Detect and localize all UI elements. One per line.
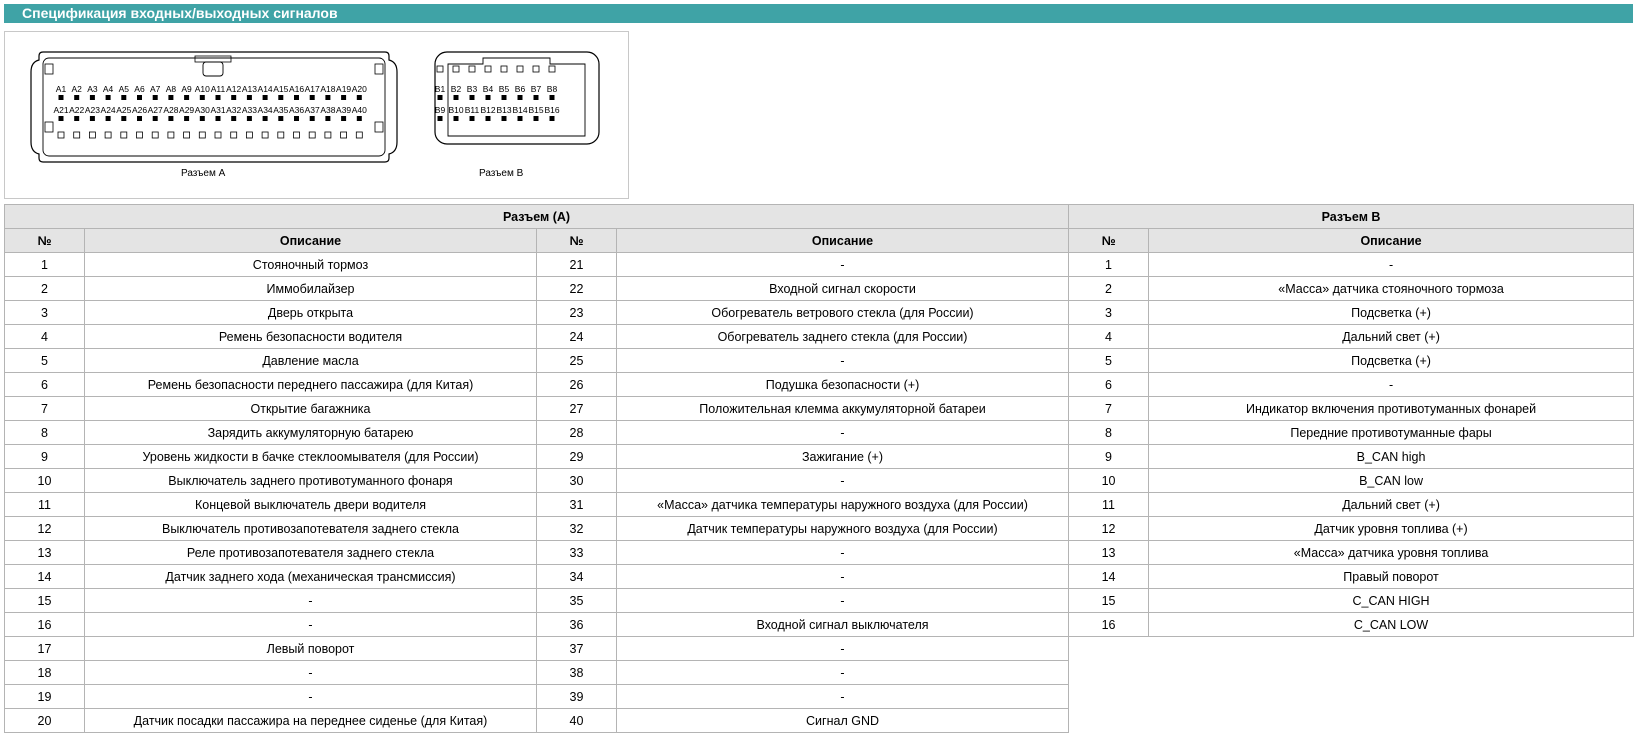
a-pin-number: 9 — [5, 445, 85, 469]
table-row — [5, 253, 1634, 277]
pin-label: B2 — [450, 84, 462, 94]
a-pin-number: 25 — [537, 349, 617, 373]
table-row — [5, 493, 1634, 517]
a-pin-number: 1 — [5, 253, 85, 277]
b-pin-description: «Масса» датчика стояночного тормоза — [1149, 277, 1634, 301]
empty-cell — [1069, 637, 1634, 733]
pin-label: A39 — [336, 105, 352, 115]
col-header-no: № — [5, 229, 85, 253]
pin-contact — [454, 116, 459, 121]
pin-label: B5 — [498, 84, 510, 94]
b-pin-number: 16 — [1069, 613, 1149, 637]
connector-key — [341, 132, 347, 138]
connector-key — [184, 132, 190, 138]
group-header-a: Разъем (A) — [5, 205, 1069, 229]
a-pin-number: 14 — [5, 565, 85, 589]
a-pin-number: 33 — [537, 541, 617, 565]
a-pin-number: 3 — [5, 301, 85, 325]
b-pin-number: 4 — [1069, 325, 1149, 349]
pin-label: A36 — [288, 105, 305, 115]
pin-contact — [550, 95, 555, 100]
connector-key — [121, 132, 127, 138]
connector-a-caption: Разъем A — [181, 168, 226, 179]
table-row — [5, 445, 1634, 469]
a-pin-description: Ремень безопасности переднего пассажира (для Китая) — [85, 373, 537, 397]
b-pin-description: - — [1149, 253, 1634, 277]
pin-contact — [168, 95, 173, 100]
pin-contact — [137, 116, 142, 121]
pin-label: A24 — [100, 105, 116, 115]
pin-contact — [184, 116, 189, 121]
pin-label: A2 — [71, 84, 82, 94]
b-pin-description: Подсветка (+) — [1149, 301, 1634, 325]
pin-label: A25 — [116, 105, 132, 115]
table-row — [5, 397, 1634, 421]
connector-b-caption: Разъем B — [479, 168, 524, 179]
table-row — [5, 373, 1634, 397]
a-pin-number: 27 — [537, 397, 617, 421]
pin-contact — [168, 116, 173, 121]
b-pin-number: 6 — [1069, 373, 1149, 397]
pin-contact — [470, 95, 475, 100]
connector-key — [246, 132, 252, 138]
pin-contact — [454, 95, 459, 100]
a-pin-description: - — [85, 589, 537, 613]
a-pin-number: 12 — [5, 517, 85, 541]
b-pin-description: Передние противотуманные фары — [1149, 421, 1634, 445]
pin-contact — [357, 116, 362, 121]
pin-label: B4 — [482, 84, 494, 94]
pin-label: A22 — [69, 105, 85, 115]
pin-contact — [470, 116, 475, 121]
pin-label: A23 — [84, 105, 100, 115]
pin-contact — [121, 116, 126, 121]
pin-label: A29 — [179, 105, 195, 115]
pin-contact — [184, 95, 189, 100]
pin-label: B14 — [512, 105, 528, 115]
a-pin-number: 10 — [5, 469, 85, 493]
pin-label: A1 — [55, 84, 67, 94]
b-pin-number: 15 — [1069, 589, 1149, 613]
pin-label: A27 — [147, 105, 163, 115]
a-pin-description: Входной сигнал выключателя — [617, 613, 1069, 637]
connector-key — [278, 132, 284, 138]
pin-label: A8 — [165, 84, 177, 94]
connector-key — [199, 132, 205, 138]
b-pin-number: 9 — [1069, 445, 1149, 469]
pin-label: A40 — [351, 105, 367, 115]
a-pin-description: - — [617, 421, 1069, 445]
pin-contact — [74, 95, 79, 100]
pin-contact — [263, 95, 268, 100]
pin-label: A20 — [351, 84, 367, 94]
connector-key — [325, 132, 331, 138]
b-pin-description: C_CAN HIGH — [1149, 589, 1634, 613]
signal-spec-table — [4, 204, 1634, 733]
connector-key — [168, 132, 174, 138]
pin-label: A19 — [336, 84, 352, 94]
a-pin-description: - — [85, 613, 537, 637]
b-pin-number: 10 — [1069, 469, 1149, 493]
a-pin-description: Зажигание (+) — [617, 445, 1069, 469]
b-pin-description: - — [1149, 373, 1634, 397]
pin-contact — [341, 116, 346, 121]
pin-label: B3 — [466, 84, 478, 94]
pin-label: B8 — [546, 84, 558, 94]
pin-label: B16 — [544, 105, 560, 115]
section-title: Спецификация входных/выходных сигналов — [4, 4, 1633, 23]
pin-label: A30 — [194, 105, 210, 115]
pin-contact — [121, 95, 126, 100]
table-row — [5, 517, 1634, 541]
pin-contact — [106, 116, 111, 121]
pin-contact — [231, 116, 236, 121]
a-pin-description: Датчик посадки пассажира на переднее сиденье (для Китая) — [85, 709, 537, 733]
a-pin-number: 8 — [5, 421, 85, 445]
a-pin-number: 39 — [537, 685, 617, 709]
pin-label: A13 — [241, 84, 257, 94]
b-pin-description: Дальний свет (+) — [1149, 493, 1634, 517]
a-pin-number: 20 — [5, 709, 85, 733]
pin-contact — [310, 116, 315, 121]
b-pin-number: 7 — [1069, 397, 1149, 421]
connector-key — [58, 132, 64, 138]
connector-key — [533, 66, 539, 72]
a-pin-number: 38 — [537, 661, 617, 685]
pin-contact — [247, 95, 252, 100]
a-pin-number: 23 — [537, 301, 617, 325]
pin-label: A18 — [320, 84, 336, 94]
pin-label: B13 — [496, 105, 512, 115]
b-pin-number: 5 — [1069, 349, 1149, 373]
b-pin-number: 2 — [1069, 277, 1149, 301]
a-pin-number: 16 — [5, 613, 85, 637]
connector-drawing — [5, 32, 628, 198]
pin-contact — [357, 95, 362, 100]
a-pin-description: Обогреватель ветрового стекла (для России) — [617, 301, 1069, 325]
table-row — [5, 325, 1634, 349]
a-pin-description: Подушка безопасности (+) — [617, 373, 1069, 397]
pin-contact — [74, 116, 79, 121]
pin-contact — [438, 116, 443, 121]
a-pin-number: 31 — [537, 493, 617, 517]
b-pin-number: 11 — [1069, 493, 1149, 517]
pin-label: B7 — [530, 84, 542, 94]
b-pin-number: 8 — [1069, 421, 1149, 445]
pin-contact — [278, 116, 283, 121]
a-pin-number: 36 — [537, 613, 617, 637]
a-pin-description: Ремень безопасности водителя — [85, 325, 537, 349]
connector-key — [309, 132, 315, 138]
a-pin-description: Концевой выключатель двери водителя — [85, 493, 537, 517]
pin-contact — [518, 116, 523, 121]
a-pin-number: 30 — [537, 469, 617, 493]
pin-label: B1 — [434, 84, 446, 94]
pin-contact — [153, 95, 158, 100]
a-pin-description: Стояночный тормоз — [85, 253, 537, 277]
col-header-desc: Описание — [1149, 229, 1634, 253]
a-pin-number: 19 — [5, 685, 85, 709]
pin-contact — [438, 95, 443, 100]
pin-label: B15 — [528, 105, 544, 115]
pin-contact — [200, 95, 205, 100]
pin-contact — [486, 116, 491, 121]
a-pin-number: 26 — [537, 373, 617, 397]
pin-contact — [534, 116, 539, 121]
table-row — [5, 541, 1634, 565]
connector-key — [469, 66, 475, 72]
b-pin-number: 3 — [1069, 301, 1149, 325]
pin-label: B12 — [480, 105, 496, 115]
connector-key — [137, 132, 143, 138]
a-pin-description: - — [617, 661, 1069, 685]
a-pin-description: - — [617, 565, 1069, 589]
pin-label: A10 — [194, 84, 210, 94]
table-row — [5, 637, 1634, 661]
pin-contact — [518, 95, 523, 100]
a-pin-description: - — [617, 349, 1069, 373]
pin-label: A11 — [210, 84, 226, 94]
a-pin-number: 32 — [537, 517, 617, 541]
a-pin-description: Давление масла — [85, 349, 537, 373]
a-pin-description: - — [617, 637, 1069, 661]
a-pin-number: 18 — [5, 661, 85, 685]
a-pin-description: - — [617, 589, 1069, 613]
a-pin-number: 15 — [5, 589, 85, 613]
pin-label: A7 — [149, 84, 161, 94]
a-pin-number: 4 — [5, 325, 85, 349]
pin-contact — [534, 95, 539, 100]
b-pin-description: Правый поворот — [1149, 565, 1634, 589]
pin-label: A16 — [288, 84, 305, 94]
table-row — [5, 301, 1634, 325]
a-pin-description: Иммобилайзер — [85, 277, 537, 301]
table-row — [5, 613, 1634, 637]
pin-contact — [200, 116, 205, 121]
b-pin-description: Индикатор включения противотуманных фонарей — [1149, 397, 1634, 421]
b-pin-description: Датчик уровня топлива (+) — [1149, 517, 1634, 541]
a-pin-number: 24 — [537, 325, 617, 349]
b-pin-number: 14 — [1069, 565, 1149, 589]
pin-contact — [278, 95, 283, 100]
pin-contact — [247, 116, 252, 121]
pin-contact — [90, 95, 95, 100]
a-pin-number: 37 — [537, 637, 617, 661]
a-pin-description: Датчик заднего хода (механическая трансмиссия) — [85, 565, 537, 589]
connector-key — [215, 132, 221, 138]
table-row — [5, 349, 1634, 373]
a-pin-description: Открытие багажника — [85, 397, 537, 421]
a-pin-number: 22 — [537, 277, 617, 301]
pin-label: A17 — [304, 84, 320, 94]
table-row — [5, 565, 1634, 589]
table-row — [5, 469, 1634, 493]
a-pin-number: 2 — [5, 277, 85, 301]
a-pin-description: - — [617, 253, 1069, 277]
connector-key — [485, 66, 491, 72]
pin-label: B6 — [514, 84, 526, 94]
connector-key — [89, 132, 95, 138]
connector-key — [517, 66, 523, 72]
pin-label: A4 — [102, 84, 114, 94]
pin-contact — [325, 95, 330, 100]
col-header-desc: Описание — [85, 229, 537, 253]
connector-key — [294, 132, 300, 138]
pin-label: A34 — [257, 105, 273, 115]
a-pin-description: Положительная клемма аккумуляторной батареи — [617, 397, 1069, 421]
connector-key — [549, 66, 555, 72]
pin-label: A6 — [134, 84, 145, 94]
a-pin-description: Выключатель противозапотевателя заднего стекла — [85, 517, 537, 541]
pin-label: A37 — [304, 105, 320, 115]
pin-contact — [486, 95, 491, 100]
connector-key — [262, 132, 268, 138]
pin-label: A26 — [131, 105, 148, 115]
pin-contact — [325, 116, 330, 121]
col-header-desc: Описание — [617, 229, 1069, 253]
connector-key — [231, 132, 237, 138]
a-pin-description: - — [85, 661, 537, 685]
b-pin-number: 12 — [1069, 517, 1149, 541]
table-row — [5, 589, 1634, 613]
pin-label: A3 — [87, 84, 98, 94]
connector-key — [74, 132, 80, 138]
pin-label: A9 — [181, 84, 192, 94]
connector-key — [152, 132, 158, 138]
pin-contact — [59, 116, 64, 121]
col-header-no: № — [537, 229, 617, 253]
a-pin-number: 5 — [5, 349, 85, 373]
a-pin-description: Обогреватель заднего стекла (для России) — [617, 325, 1069, 349]
b-pin-description: B_CAN low — [1149, 469, 1634, 493]
a-pin-description: Сигнал GND — [617, 709, 1069, 733]
b-pin-description: «Масса» датчика уровня топлива — [1149, 541, 1634, 565]
pin-contact — [294, 95, 299, 100]
a-pin-number: 21 — [537, 253, 617, 277]
a-pin-description: «Масса» датчика температуры наружного воздуха (для России) — [617, 493, 1069, 517]
pin-label: A5 — [118, 84, 129, 94]
connector-key — [105, 132, 111, 138]
group-header-b: Разъем B — [1069, 205, 1634, 229]
col-header-no: № — [1069, 229, 1149, 253]
a-pin-description: Дверь открыта — [85, 301, 537, 325]
pin-contact — [294, 116, 299, 121]
connector-diagram — [4, 31, 629, 199]
connector-key — [356, 132, 362, 138]
a-pin-number: 28 — [537, 421, 617, 445]
table-row — [5, 421, 1634, 445]
pin-contact — [216, 95, 221, 100]
pin-label: A14 — [257, 84, 273, 94]
connector-key — [453, 66, 459, 72]
a-pin-number: 40 — [537, 709, 617, 733]
pin-contact — [310, 95, 315, 100]
a-pin-description: Зарядить аккумуляторную батарею — [85, 421, 537, 445]
pin-label: A21 — [53, 105, 69, 115]
b-pin-description: Дальний свет (+) — [1149, 325, 1634, 349]
pin-label: B11 — [464, 105, 480, 115]
pin-label: A15 — [273, 84, 289, 94]
a-pin-description: Датчик температуры наружного воздуха (для России) — [617, 517, 1069, 541]
b-pin-number: 1 — [1069, 253, 1149, 277]
pin-contact — [137, 95, 142, 100]
a-pin-description: - — [617, 685, 1069, 709]
b-pin-description: C_CAN LOW — [1149, 613, 1634, 637]
pin-contact — [59, 95, 64, 100]
b-pin-description: B_CAN high — [1149, 445, 1634, 469]
a-pin-number: 29 — [537, 445, 617, 469]
pin-contact — [502, 95, 507, 100]
pin-label: A12 — [226, 84, 242, 94]
b-pin-description: Подсветка (+) — [1149, 349, 1634, 373]
a-pin-description: Входной сигнал скорости — [617, 277, 1069, 301]
pin-label: B10 — [448, 105, 464, 115]
pin-label: A31 — [210, 105, 226, 115]
pin-contact — [153, 116, 158, 121]
pin-contact — [502, 116, 507, 121]
pin-label: B9 — [434, 105, 446, 115]
a-pin-number: 35 — [537, 589, 617, 613]
pin-contact — [216, 116, 221, 121]
a-pin-number: 11 — [5, 493, 85, 517]
pin-label: A33 — [241, 105, 257, 115]
pin-label: A32 — [226, 105, 242, 115]
pin-contact — [90, 116, 95, 121]
pin-label: A35 — [273, 105, 289, 115]
pin-contact — [341, 95, 346, 100]
a-pin-description: Левый поворот — [85, 637, 537, 661]
a-pin-description: Уровень жидкости в бачке стеклоомывателя (для России) — [85, 445, 537, 469]
pin-contact — [231, 95, 236, 100]
a-pin-number: 6 — [5, 373, 85, 397]
table-row — [5, 277, 1634, 301]
a-pin-description: Выключатель заднего противотуманного фонаря — [85, 469, 537, 493]
b-pin-number: 13 — [1069, 541, 1149, 565]
pin-contact — [263, 116, 268, 121]
a-pin-description: - — [617, 541, 1069, 565]
pin-label: A28 — [163, 105, 179, 115]
a-pin-number: 17 — [5, 637, 85, 661]
a-pin-number: 7 — [5, 397, 85, 421]
pin-label: A38 — [320, 105, 336, 115]
pin-contact — [550, 116, 555, 121]
connector-key — [437, 66, 443, 72]
pin-contact — [106, 95, 111, 100]
a-pin-number: 34 — [537, 565, 617, 589]
a-pin-number: 13 — [5, 541, 85, 565]
a-pin-description: Реле противозапотевателя заднего стекла — [85, 541, 537, 565]
connector-key — [501, 66, 507, 72]
a-pin-description: - — [617, 469, 1069, 493]
a-pin-description: - — [85, 685, 537, 709]
